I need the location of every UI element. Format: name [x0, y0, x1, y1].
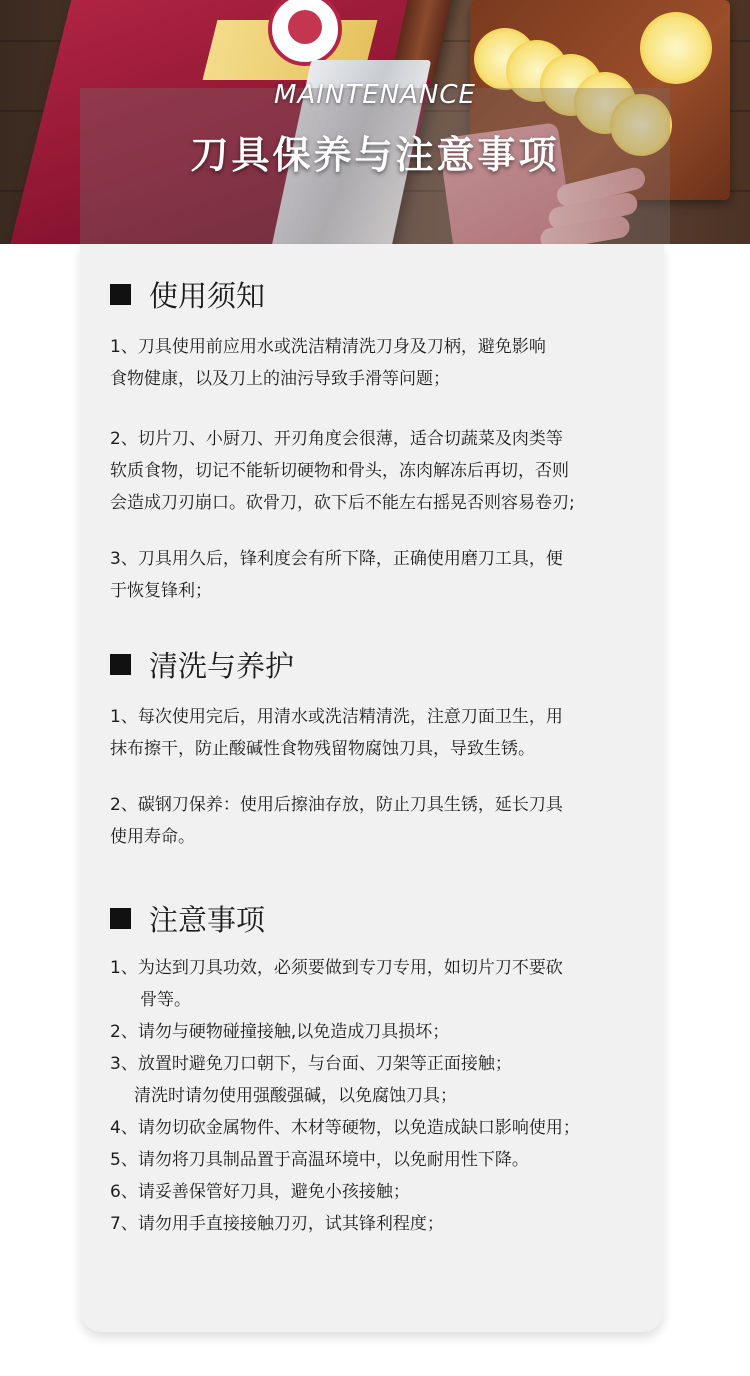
- section-heading-usage: [110, 274, 265, 315]
- text-line: 1、每次使用完后，用清水或洗洁精清洗，注意刀面卫生，用: [110, 707, 563, 727]
- square-bullet-icon: [110, 654, 131, 675]
- list-item: 5、请勿将刀具制品置于高温环境中，以免耐用性下降。: [110, 1150, 529, 1170]
- hero-banner: [0, 0, 750, 244]
- paragraph: [110, 423, 650, 519]
- section-heading-precautions: [110, 898, 265, 939]
- text-line: 软质食物，切记不能斩切硬物和骨头，冻肉解冻后再切，否则: [110, 461, 569, 481]
- list-item: 1、为达到刀具功效，必须要做到专刀专用，如切片刀不要砍: [110, 958, 563, 978]
- list-item: 4、请勿切砍金属物件、木材等硬物，以免造成缺口影响使用；: [110, 1118, 580, 1138]
- list-item: 清洗时请勿使用强酸强碱，以免腐蚀刀具；: [134, 1086, 457, 1106]
- list-item: 2、请勿与硬物碰撞接触,以免造成刀具损坏；: [110, 1022, 450, 1042]
- text-line: 会造成刀刃崩口。砍骨刀，砍下后不能左右摇晃否则容易卷刃;: [110, 493, 575, 513]
- section-heading-text: 清洗与养护: [149, 649, 295, 683]
- list-item: 骨等。: [140, 990, 191, 1010]
- text-line: 食物健康，以及刀上的油污导致手滑等问题；: [110, 369, 450, 389]
- paragraph: [110, 331, 650, 395]
- list-item: 6、请妥善保管好刀具，避免小孩接触；: [110, 1182, 410, 1202]
- list-item: 3、放置时避免刀口朝下，与台面、刀架等正面接触；: [110, 1054, 512, 1074]
- text-line: 2、切片刀、小厨刀、开刃角度会很薄，适合切蔬菜及肉类等: [110, 429, 563, 449]
- lemon-slice: [640, 12, 712, 84]
- text-line: 于恢复锋利；: [110, 581, 212, 601]
- square-bullet-icon: [110, 908, 131, 929]
- section-heading-text: 使用须知: [149, 279, 266, 313]
- paragraph: [110, 789, 650, 853]
- text-line: 使用寿命。: [110, 827, 195, 847]
- content-card: [80, 244, 664, 1332]
- paragraph: [110, 543, 650, 607]
- text-line: 1、刀具使用前应用水或洗洁精清洗刀身及刀柄，避免影响: [110, 337, 546, 357]
- section-heading-text: 注意事项: [149, 903, 266, 937]
- paragraph: [110, 701, 650, 765]
- banner-subtitle: MAINTENANCE: [274, 80, 476, 110]
- text-line: 2、碳钢刀保养：使用后擦油存放，防止刀具生锈，延长刀具: [110, 795, 563, 815]
- text-line: 抹布擦干，防止酸碱性食物残留物腐蚀刀具，导致生锈。: [110, 739, 535, 759]
- text-line: 3、刀具用久后，锋利度会有所下降，正确使用磨刀工具，便: [110, 549, 563, 569]
- square-bullet-icon: [110, 284, 131, 305]
- section-heading-cleaning: [110, 644, 294, 685]
- banner-title: 刀具保养与注意事项: [190, 133, 560, 177]
- list-item: 7、请勿用手直接接触刀刃，试其锋利程度；: [110, 1214, 444, 1234]
